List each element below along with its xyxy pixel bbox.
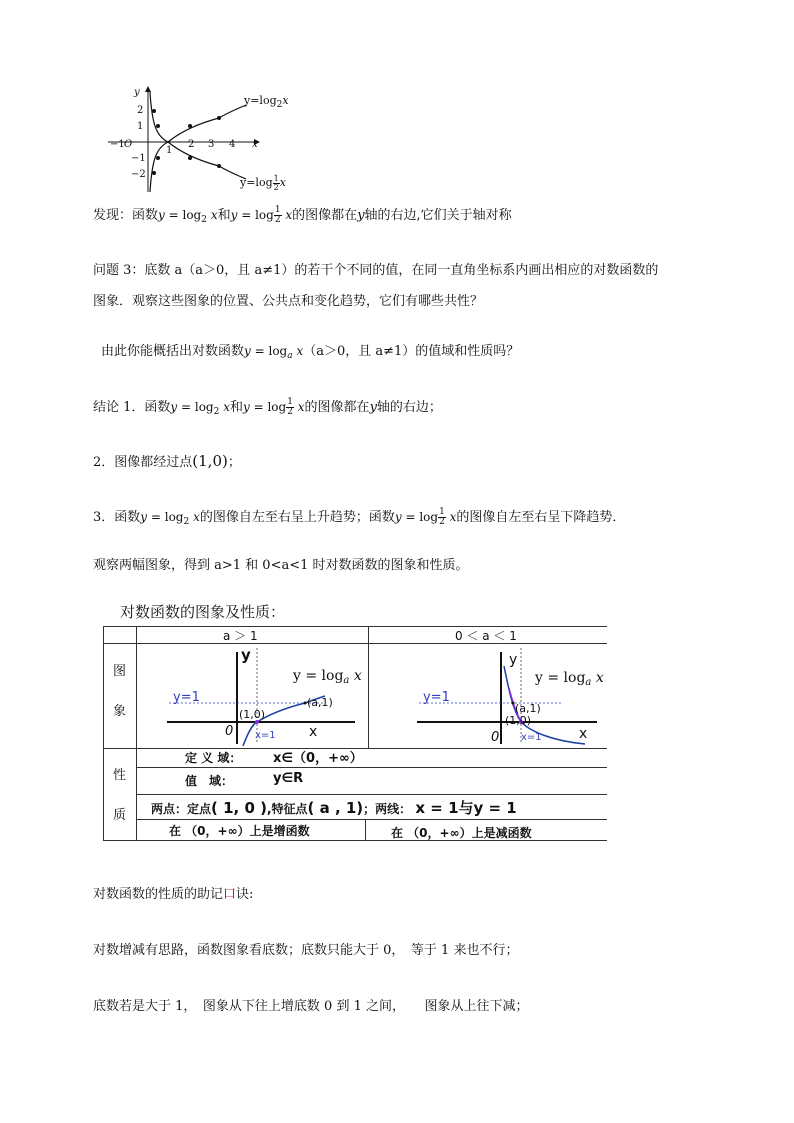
range-value: y∈R — [273, 771, 304, 786]
conclusion-1: 结论 1．函数$y = \log_2 x$和y = log $\frac{1}{2}$ x的图像都在y轴的右边； — [93, 397, 442, 417]
domain-value: x∈（0，+∞） — [273, 751, 363, 766]
paragraph-discovery: 发现：函数$y = \log_2 x$和y = log $\frac{1}{2}$ x的图像都在y轴的右边,它们关于轴对称 — [93, 205, 512, 225]
domain-label: 定 义 域： — [185, 751, 242, 765]
mnemonic-line2: 底数若是大于 1， 图象从下往上增底数 0 到 1 之间， 图象从上往下减； — [93, 999, 529, 1014]
left-point-a1: (a,1) — [307, 696, 333, 709]
right-x-axis-label: x — [579, 726, 588, 742]
conclusion-2: 2．图像都经过点(1,0)； — [93, 452, 241, 470]
top-x-tick-neg1: −1 — [110, 139, 125, 150]
top-curve1-label: $y=\log_2x$ — [244, 94, 289, 110]
top-y-tick-neg1: −1 — [131, 153, 146, 164]
increasing-text: 在 （0，+∞）上是增函数 — [169, 824, 310, 838]
decreasing-text: 在 （0，+∞）上是减函数 — [391, 826, 532, 840]
right-y-axis-label: y — [509, 652, 518, 668]
top-x-tick-4: 4 — [229, 139, 236, 150]
conclusion-3: 3．函数$y = \log_2 x$的图像自左至右呈上升趋势；函数y = log $\frac{1}{2}$ x的图像自左至右呈下降趋势． — [93, 507, 626, 527]
top-y-axis-label: y — [134, 87, 140, 98]
top-curve2-label: y=log $\frac{1}{2}$ x — [240, 173, 286, 192]
left-y1-label: y=1 — [173, 690, 200, 705]
left-y-axis-label: y — [241, 646, 251, 664]
top-y-tick-1: 1 — [137, 121, 144, 132]
top-x-axis-label: x — [252, 139, 258, 150]
properties-table — [103, 626, 607, 841]
top-x-tick-2: 2 — [188, 139, 195, 150]
question-3-line1: 问题 3：底数 a（a＞0，且 a≠1）的若干个不同的值，在同一直角坐标系内画出相应的对数函数的 — [93, 263, 659, 278]
top-y-tick-2: 2 — [137, 105, 144, 116]
right-func-label: $y = \log_a x$ — [535, 670, 604, 688]
observe-paragraph: 观察两幅图象，得到 a>1 和 0<a<1 时对数函数的图象和性质。 — [93, 558, 469, 573]
top-log-figure — [104, 84, 314, 196]
row-label-prop-1: 性 — [113, 768, 127, 783]
graph-a-lt-1 — [413, 646, 607, 746]
left-x1-label: x=1 — [255, 730, 276, 741]
top-x-tick-1: 1 — [166, 145, 173, 156]
row-label-graph-2: 象 — [113, 704, 127, 719]
left-point-10: (1,0) — [239, 708, 266, 721]
table-title: 对数函数的图象及性质： — [120, 603, 286, 621]
right-y1-label: y=1 — [423, 690, 450, 705]
graph-a-gt-1 — [163, 646, 363, 746]
left-origin-label: 0 — [225, 724, 234, 739]
mnemonic-line1: 对数增减有思路，函数图象看底数；底数只能大于 0， 等于 1 来也不行； — [93, 943, 519, 958]
mnemonic-title: 对数函数的性质的助记口诀: — [93, 887, 254, 902]
left-x-axis-label: x — [309, 724, 318, 740]
right-point-10: (1,0) — [505, 714, 532, 727]
paragraph-generalize: 由此你能概括出对数函数$y = \log_a x(a>0$，且 a≠1）的值域和性质吗？ — [101, 344, 520, 361]
range-label: 值 域： — [185, 774, 234, 788]
row-label-prop-2: 质 — [113, 808, 127, 823]
header-a-gt-1: a ＞ 1 — [223, 629, 258, 643]
left-func-label: $y = \log_a x$ — [293, 668, 362, 686]
top-origin-label: O — [124, 139, 133, 150]
right-origin-label: 0 — [491, 730, 500, 745]
row-label-graph-1: 图 — [113, 664, 127, 679]
right-point-a1: (a,1) — [515, 702, 541, 715]
header-a-lt-1: 0 ＜ a ＜ 1 — [455, 629, 517, 643]
question-3-line2: 图象．观察这些图象的位置、公共点和变化趋势，它们有哪些共性？ — [93, 294, 484, 309]
right-x1-label: x=1 — [521, 732, 542, 743]
top-y-tick-neg2: −2 — [131, 169, 146, 180]
points-lines-row: 两点：定点( 1, 0 ),特征点( a , 1)；两线： x = 1与y = 1 — [151, 799, 517, 817]
top-x-tick-3: 3 — [208, 139, 215, 150]
